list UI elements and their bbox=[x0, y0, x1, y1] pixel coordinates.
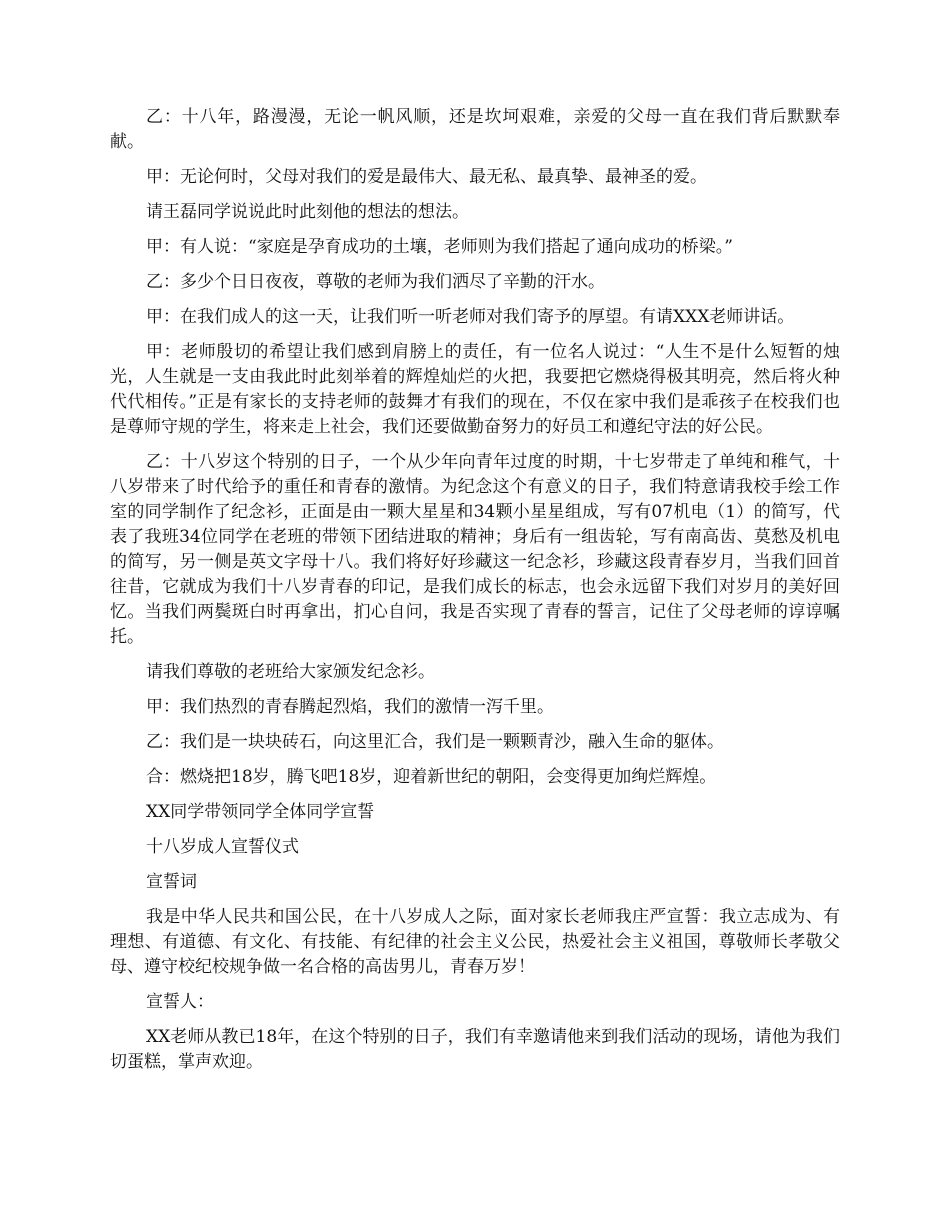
section-heading: 十八岁成人宣誓仪式 bbox=[146, 837, 299, 857]
section-heading: 宣誓词 bbox=[146, 872, 197, 892]
paragraph: XX老师从教已18年，在这个特别的日子，我们有幸邀请他来到我们活动的现场，请他为我们切蛋糕，掌声欢迎。 bbox=[110, 1027, 840, 1072]
paragraph: 甲：有人说：“家庭是孕育成功的土壤，老师则为我们搭起了通向成功的桥梁。” bbox=[146, 237, 733, 257]
paragraph: 请王磊同学说说此时此刻他的想法的想法。 bbox=[146, 202, 469, 222]
paragraph: 甲：在我们成人的这一天，让我们听一听老师对我们寄予的厚望。有请XXX老师讲话。 bbox=[146, 307, 795, 327]
paragraph: XX同学带领同学全体同学宣誓 bbox=[146, 802, 375, 822]
document-body bbox=[110, 105, 840, 1085]
paragraph: 乙：多少个日日夜夜，尊敬的老师为我们洒尽了辛勤的汗水。 bbox=[146, 272, 605, 292]
paragraph: 乙：我们是一块块砖石，向这里汇合，我们是一颗颗青沙，融入生命的躯体。 bbox=[146, 732, 724, 752]
paragraph: 甲：无论何时，父母对我们的爱是最伟大、最无私、最真挚、最神圣的爱。 bbox=[146, 167, 707, 187]
paragraph: 乙：十八年，路漫漫，无论一帆风顺，还是坎坷艰难，亲爱的父母一直在我们背后默默奉献。 bbox=[110, 107, 840, 152]
paragraph: 甲：老师殷切的希望让我们感到肩膀上的责任，有一位名人说过：“人生不是什么短暂的烛光，人生就是一支由我此时此刻举着的辉煌灿烂的火把，我要把它燃烧得极其明亮，然后将火种代代相传。”正是有家长的支持老师的鼓舞才有我们的现在，不仅在家中我们是乖孩子在校我们也是尊师守规的学生，将来走上社会，我们还要做勤奋努力的好员工和遵纪守法的好公民。 bbox=[110, 342, 840, 437]
paragraph: 乙：十八岁这个特别的日子，一个从少年向青年过度的时期，十七岁带走了单纯和稚气，十八岁带来了时代给予的重任和青春的激情。为纪念这个有意义的日子，我们特意请我校手绘工作室的同学制作了纪念衫，正面是由一颗大星星和34颗小星星组成，写有07机电（1）的简写，代表了我班34位同学在老班的带领下团结进取的精神；身后有一组齿轮，写有南高齿、莫愁及机电的简写，另一侧是英文字母十八。我们将好好珍藏这一纪念衫，珍藏这段青春岁月，当我们回首往昔，它就成为我们十八岁青春的印记，是我们成长的标志，也会永远留下我们对岁月的美好回忆。当我们两鬓斑白时再拿出，扪心自问，我是否实现了青春的誓言，记住了父母老师的谆谆嘱托。 bbox=[110, 452, 840, 647]
paragraph: 合：燃烧把18岁，腾飞吧18岁，迎着新世纪的朝阳，会变得更加绚烂辉煌。 bbox=[146, 767, 717, 787]
paragraph: 请我们尊敬的老班给大家颁发纪念衫。 bbox=[146, 662, 435, 682]
oath-signatory: 宣誓人： bbox=[146, 992, 214, 1012]
paragraph: 甲：我们热烈的青春腾起烈焰，我们的激情一泻千里。 bbox=[146, 697, 554, 717]
oath-text: 我是中华人民共和国公民，在十八岁成人之际，面对家长老师我庄严宣誓：我立志成为、有理想、有道德、有文化、有技能、有纪律的社会主义公民，热爱社会主义祖国，尊敬师长孝敬父母、遵守校纪校规争做一名合格的高齿男儿，青春万岁！ bbox=[110, 907, 840, 977]
